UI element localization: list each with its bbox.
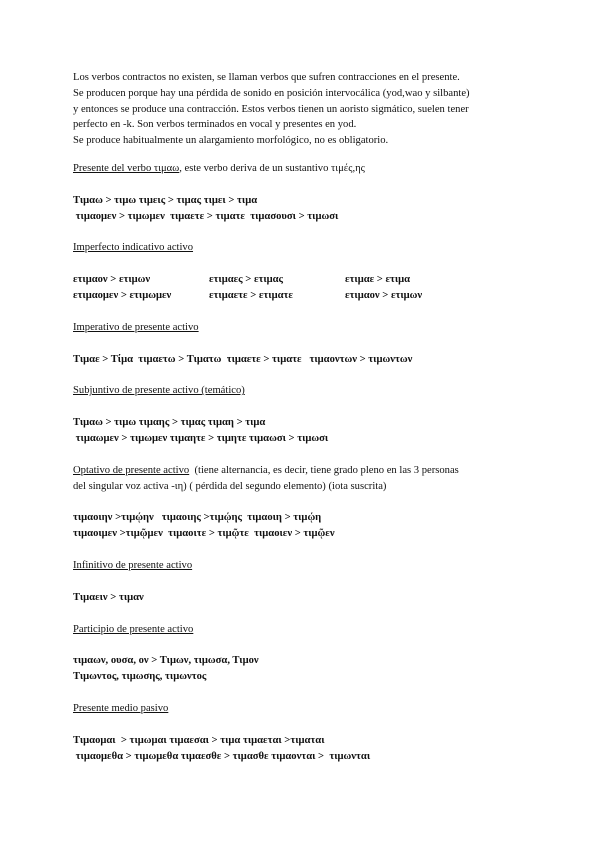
conjugation-line: τιμαομεν > τιμωμεν τιμαετε > τιματε τιμασουσι > τιμωσι [73,210,339,222]
conjugation-line: Τιμωντος, τιμωσης, τιμωντος [73,671,207,683]
heading-rest: , este verbo deriva de un sustantivo τιμές,ης [179,162,365,174]
conjugation-line: τιμαοιην >τιμῴην τιμαοιης >τιμῴης τιμαοιη > τιμῴη [73,512,322,524]
conjugation-line: τιμαωμεν > τιμωμεν τιμαητε > τιμητε τιμαωσι > τιμωσι [73,432,329,444]
conjugation-line: Τιμαε > Τίμα τιμαετω > Τιματω τιμαετε > τιματε τιμαοντων > τιμωντων [73,353,413,365]
heading-underlined: Optativo de presente activo [73,464,190,476]
heading-underlined: Presente del verbo τιμαω [73,162,180,174]
section-participio-heading: Participio de presente activo [73,623,194,635]
conjugation-line: Τιμαω > τιμω τιμαης > τιμας τιμαη > τιμα [73,417,266,429]
intro-line: y entonces se produce una contracción. Estos verbos tienen un aoristo sigmático, suelen tener [73,103,469,115]
conjugation-cell: ετιμαετε > ετιματε [209,289,293,301]
intro-line: perfecto en -k. Son verbos terminados en vocal y presentes en yod. [73,119,357,131]
section-presente-heading [73,161,543,177]
conjugation-line: Τιμαομαι > τιμωμαι τιμαεσαι > τιμα τιμαεται >τιμαται [73,734,325,746]
section-imperfecto-heading: Imperfecto indicativo activo [73,242,194,254]
section-subjuntivo-heading: Subjuntivo de presente activo (temático) [73,385,245,397]
conjugation-cell: ετιμαε > ετιμα [345,274,411,286]
conjugation-cell: ετιμαες > ετιμας [209,274,284,286]
conjugation-cell: ετιμαον > ετιμων [345,289,423,301]
section-optativo-heading [73,463,543,479]
conjugation-line: τιμαομεθα > τιμωμεθα τιμαεσθε > τιμασθε τιμαονται > τιμωνται [73,750,371,762]
conjugation-cell: ετιμαομεν > ετιμωμεν [73,289,172,301]
optativo-heading-line2: del singular voz activa -ιη) ( pérdida del segundo elemento) (iota suscrita) [73,480,387,492]
intro-line: Los verbos contractos no existen, se llaman verbos que sufren contracciones en el presente. [73,72,460,83]
conjugation-row [73,272,543,288]
section-medio-heading: Presente medio pasivo [73,702,169,714]
intro-line: Se producen porque hay una pérdida de sonido en posición intervocálica (yod,wao y silbante) [73,87,470,99]
document-page [73,70,543,764]
intro-line: Se produce habitualmente un alargamiento morfológico, no es obligatorio. [73,135,389,147]
section-imperativo-heading: Imperativo de presente activo [73,321,199,333]
section-infinitivo-heading: Infinitivo de presente activo [73,559,193,571]
intro-paragraph [73,70,543,149]
conjugation-line: τιμαων, ουσα, ον > Τιμων, τιμωσα, Τιμον [73,655,259,667]
conjugation-line: τιμαοιμεν >τιμῷμεν τιμαοιτε > τιμῷτε τιμαοιεν > τιμῷεν [73,528,335,540]
conjugation-line: Τιμαω > τιμω τιμεις > τιμας τιμει > τιμα [73,194,258,206]
conjugation-row [73,288,543,304]
heading-rest: (tiene alternancia, es decir, tiene grado pleno en las 3 personas [189,464,459,476]
conjugation-cell: ετιμαον > ετιμων [73,274,151,286]
conjugation-line: Τιμαειν > τιμαν [73,591,144,603]
